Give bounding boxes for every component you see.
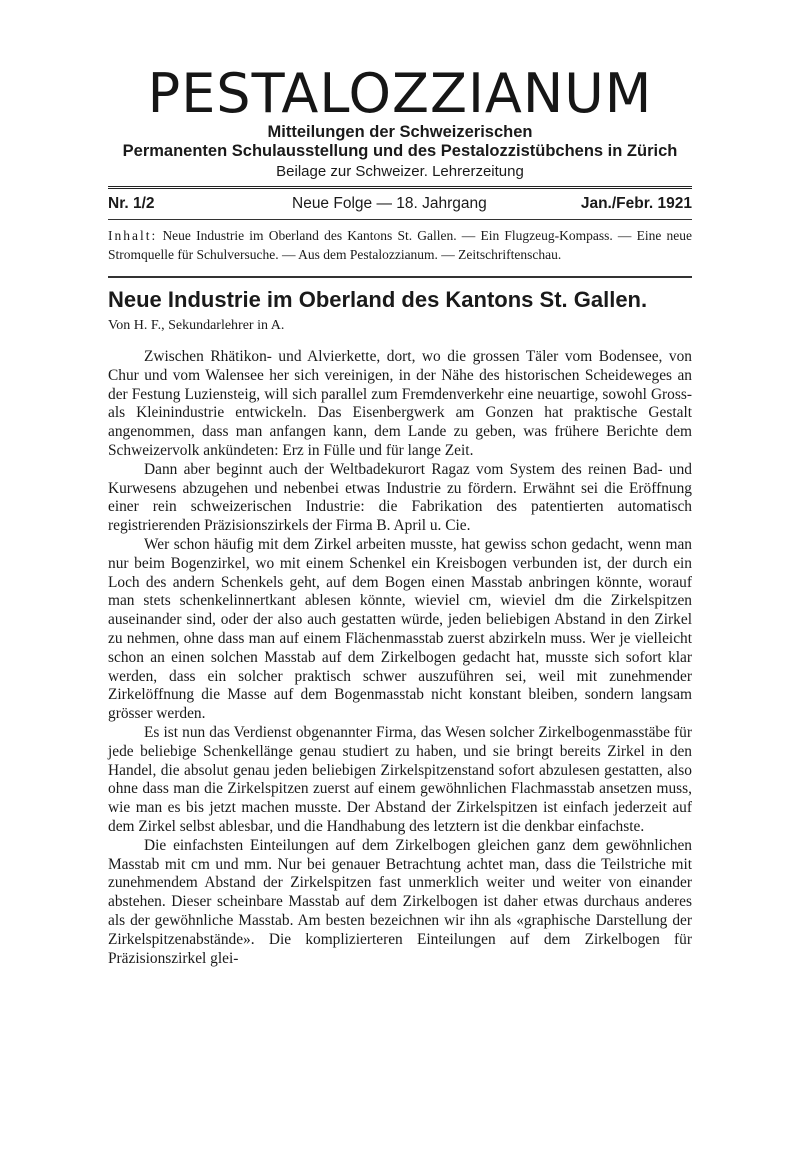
article-paragraph: Es ist nun das Verdienst obgenannter Firma, das Wesen solcher Zirkelbogenmasstäbe für jede beliebige Schenkellänge genau studiert zu haben, und sie bringt bereits Zirkel in den Handel, die absolut genau jeden beliebigen Zirkelspitzenstand sofort abzulesen gestatten, also ohne dass man die Zirkelspitzen zuerst auf einem gewöhnlichen Flachmasstab ansetzen muss, wie man es bis jetzt machen musste. Der Abstand der Zirkelspitzen ist einfach jederzeit auf dem Zirkel selbst ablesbar, und die Handhabung des letztern ist die denkbar einfachste. [108, 723, 692, 835]
article-paragraph: Dann aber beginnt auch der Weltbadekurort Ragaz vom System des reinen Bad- und Kurwesens abzugehen und nebenbei etwas Industrie zu fördern. Erwähnt sei die Eröffnung einer rein schweizerischen Industrie: die Fabrikation des patentierten automatisch registrierenden Präzisionszirkels der Firma B. April u. Cie. [108, 460, 692, 535]
article-paragraph: Die einfachsten Einteilungen auf dem Zirkelbogen gleichen ganz dem gewöhnlichen Masstab mit cm und mm. Nur bei genauer Betrachtung achtet man, dass die Teilstriche mit zunehmendem Abstand der Zirkelspitzen fast unmerklich weiter und weiter von einander abstehen. Dieser scheinbare Masstab auf dem Zirkelbogen ist daher etwas durchaus anderes als der gewöhnliche Masstab. Am besten bezeichnen wir ihn als «graphische Darstellung der Zirkelspitzenabstände». Die komplizierteren Einteilungen auf dem Zirkelbogen für Präzisionszirkel glei- [108, 836, 692, 967]
article-byline: Von H. F., Sekundarlehrer in A. [108, 318, 285, 333]
article-body [108, 348, 692, 968]
contents-rule [108, 276, 692, 278]
contents-text: Neue Industrie im Oberland des Kantons St. Gallen. — Ein Flugzeug-Kompass. — Eine neue Stromquelle für Schulversuche. — Aus dem Pestalozzianum. — Zeitschriftenschau. [108, 228, 692, 262]
article-paragraph: Wer schon häufig mit dem Zirkel arbeiten musste, hat gewiss schon gedacht, wenn man nur beim Bogenzirkel, wo mit einem Schenkel ein Kreisbogen verbunden ist, der durch ein Loch des andern Schenkels geht, auf dem Bogen einen Masstab anbringen könnte, worauf man stets schenkelinnertkant ablesen könnte, wieviel cm, wieviel dm die Zirkelspitzen auseinander sind, oder der also auch gestatten würde, jeden beliebigen Abstand in den Zirkel zu nehmen, ohne dass man auf einem Flächenmasstab zuerst abzirkeln muss. Wer je vielleicht schon an einen solchen Masstab auf dem Zirkelbogen gedacht hat, musste sich sofort klar werden, dass ein solcher praktisch schwer auszuführen sei, weil mit zunehmender Zirkelöffnung die Masse auf dem Bogenmasstab nicht konstant bleiben, sondern langsam grösser werden. [108, 535, 692, 723]
masthead-subtitle-line3: Beilage zur Schweizer. Lehrerzeitung [276, 163, 524, 180]
masthead-subtitle-line2: Permanenten Schulausstellung und des Pestalozzistübchens in Zürich [122, 142, 678, 160]
issue-series: Neue Folge — 18. Jahrgang [292, 195, 487, 212]
issue-info-row [108, 192, 692, 216]
masthead-title: PESTALOZZIANUM [147, 62, 653, 125]
contents-label: Inhalt: [108, 228, 158, 243]
article-headline: Neue Industrie im Oberland des Kantons St. Gallen. [108, 287, 648, 312]
table-of-contents [108, 226, 692, 264]
masthead-subtitle-line1: Mitteilungen der Schweizerischen [267, 123, 533, 141]
issue-rule [108, 219, 692, 220]
issue-number: Nr. 1/2 [108, 195, 155, 212]
article-paragraph: Zwischen Rhätikon- und Alvierkette, dort, wo die grossen Täler vom Bodensee, von Chur und vom Walensee her sich vereinigen, in der Nähe des historischen Scheideweges an der Festung Luziensteig, will sich parallel zum Fremdenverkehr eine neuartige, sowohl Gross- als Kleinindustrie entwickeln. Das Eisenbergwerk am Gonzen hat praktische Gestalt angenommen, dass man anfangen kann, dem Lande zu geben, was frühere Berichte dem Schweizervolk ankündeten: Erz in Fülle und für lange Zeit. [108, 348, 692, 459]
issue-date: Jan./Febr. 1921 [580, 195, 692, 212]
